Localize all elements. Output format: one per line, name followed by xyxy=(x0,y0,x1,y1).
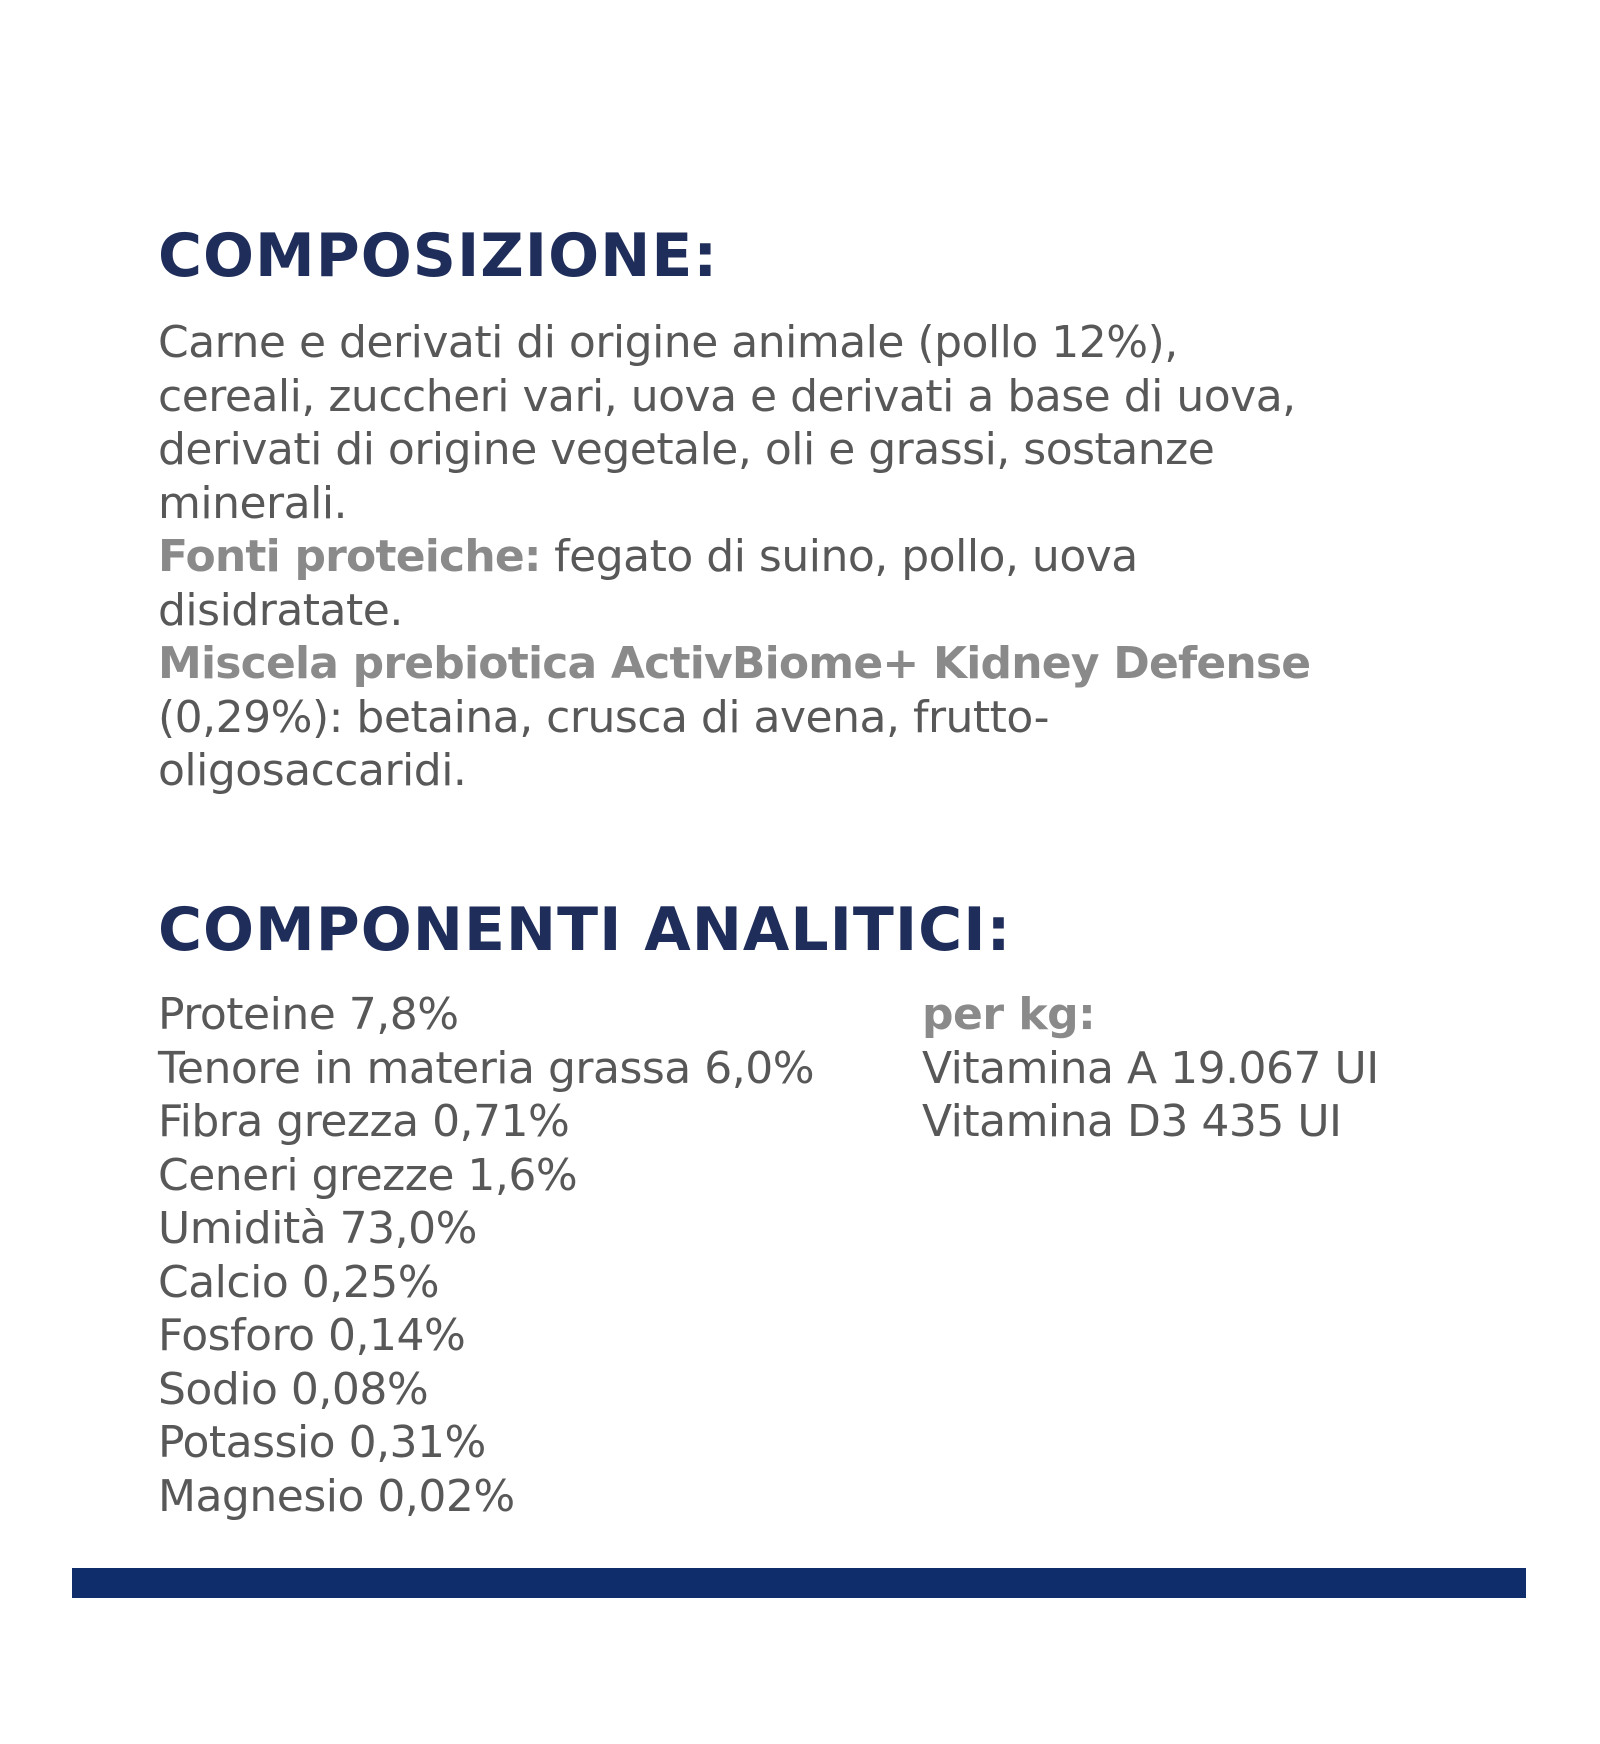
analytic-item: Tenore in materia grassa 6,0% xyxy=(158,1042,815,1094)
per-kg-label: per kg: xyxy=(922,989,1096,1040)
fonti-proteiche-label: Fonti proteiche: xyxy=(158,531,541,582)
composizione-line: minerali. xyxy=(158,477,348,529)
componenti-analitici-list xyxy=(158,988,814,1523)
analytic-item: Sodio 0,08% xyxy=(158,1363,429,1415)
analytic-item: Calcio 0,25% xyxy=(158,1256,440,1308)
miscela-prebiotica-text: (0,29%): betaina, crusca di avena, frutto- xyxy=(158,691,1050,743)
miscela-prebiotica-label: Miscela prebiotica ActivBiome+ Kidney Defense xyxy=(158,638,1311,689)
componenti-analitici-heading: COMPONENTI ANALITICI: xyxy=(158,895,1012,965)
composizione-line: cereali, zuccheri vari, uova e derivati a base di uova, xyxy=(158,370,1296,422)
footer-bar xyxy=(72,1568,1526,1598)
vitamin-item: Vitamina D3 435 UI xyxy=(922,1096,1342,1147)
vitamin-item: Vitamina A 19.067 UI xyxy=(922,1042,1379,1094)
analytic-item: Fosforo 0,14% xyxy=(158,1310,466,1361)
vitamins-list xyxy=(922,988,1379,1149)
fonti-proteiche-text-cont: disidratate. xyxy=(158,584,403,636)
composizione-heading: COMPOSIZIONE: xyxy=(158,221,719,291)
fonti-proteiche-text: fegato di suino, pollo, uova xyxy=(540,531,1138,582)
analytic-item: Magnesio 0,02% xyxy=(158,1470,515,1522)
analytic-item: Proteine 7,8% xyxy=(158,989,459,1040)
composizione-text xyxy=(158,316,1458,798)
analytic-item: Potassio 0,31% xyxy=(158,1417,486,1468)
analytic-item: Umidità 73,0% xyxy=(158,1203,477,1254)
fonti-proteiche-line xyxy=(158,530,1458,584)
analytic-item: Ceneri grezze 1,6% xyxy=(158,1149,578,1201)
composizione-line: derivati di origine vegetale, oli e grassi, sostanze xyxy=(158,424,1215,475)
composizione-line: Carne e derivati di origine animale (pollo 12%), xyxy=(158,317,1178,368)
miscela-prebiotica-text-cont: oligosaccaridi. xyxy=(158,745,467,796)
analytic-item: Fibra grezza 0,71% xyxy=(158,1096,570,1147)
